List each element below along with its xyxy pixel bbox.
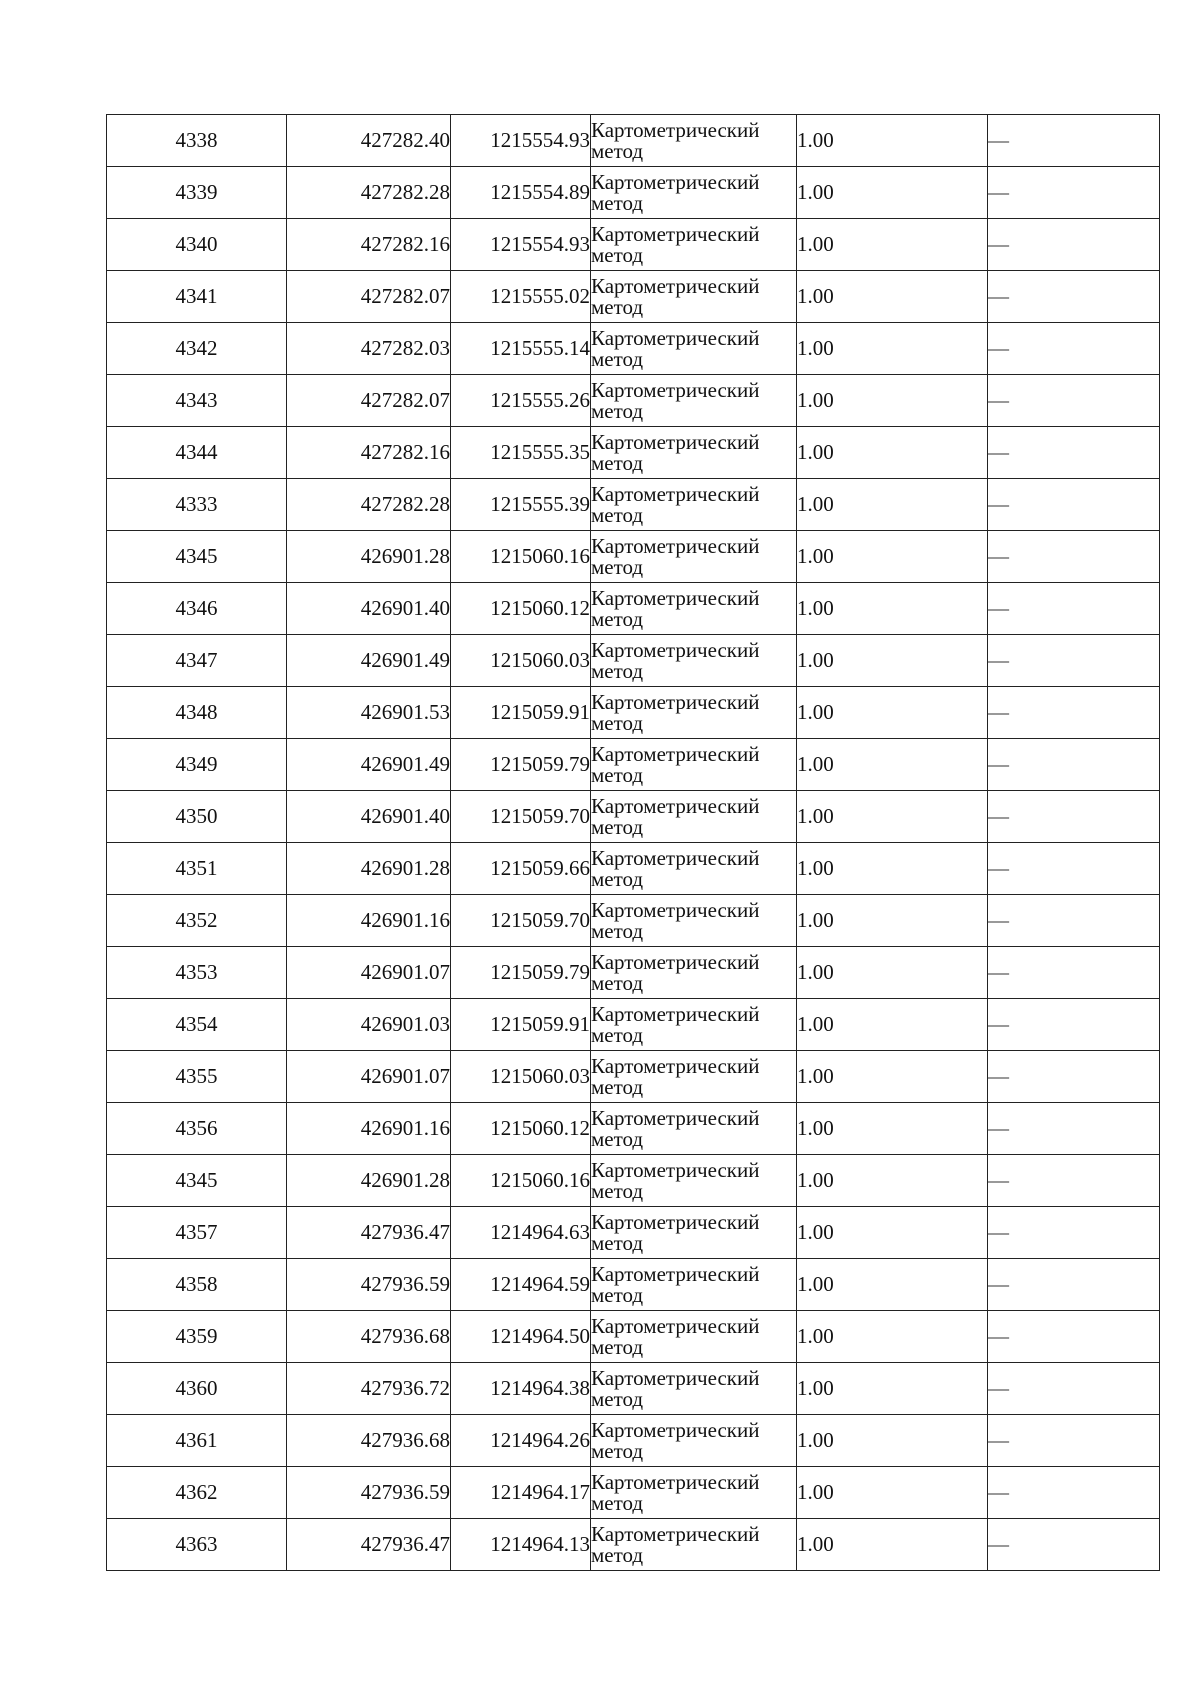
method-line-1: Картометрический	[591, 221, 760, 246]
x-coordinate-cell: 426901.53	[287, 687, 451, 739]
method-line-2: метод	[591, 294, 644, 319]
y-coordinate-cell: 1215059.91	[451, 999, 591, 1051]
method-line-2: метод	[591, 346, 644, 371]
y-coordinate-cell: 1215059.79	[451, 739, 591, 791]
x-coordinate-cell: 427282.40	[287, 115, 451, 167]
description-cell: —	[988, 739, 1160, 791]
accuracy-cell: 1.00	[797, 115, 988, 167]
method-line-1: Картометрический	[591, 169, 760, 194]
y-coordinate-cell: 1215555.39	[451, 479, 591, 531]
method-cell	[591, 791, 797, 843]
y-coordinate-cell: 1215555.14	[451, 323, 591, 375]
table-row	[107, 115, 1160, 167]
description-cell: —	[988, 531, 1160, 583]
table-row	[107, 999, 1160, 1051]
method-line-1: Картометрический	[591, 481, 760, 506]
method-line-2: метод	[591, 710, 644, 735]
x-coordinate-cell: 426901.40	[287, 583, 451, 635]
x-coordinate-cell: 426901.03	[287, 999, 451, 1051]
description-cell: —	[988, 219, 1160, 271]
x-coordinate-cell: 427282.16	[287, 427, 451, 479]
description-cell: —	[988, 635, 1160, 687]
point-number-cell: 4340	[107, 219, 287, 271]
method-line-1: Картометрический	[591, 1313, 760, 1338]
x-coordinate-cell: 427282.07	[287, 375, 451, 427]
accuracy-cell: 1.00	[797, 687, 988, 739]
y-coordinate-cell: 1215059.66	[451, 843, 591, 895]
method-line-1: Картометрический	[591, 1521, 760, 1546]
description-cell: —	[988, 1207, 1160, 1259]
method-line-1: Картометрический	[591, 533, 760, 558]
y-coordinate-cell: 1215059.70	[451, 791, 591, 843]
table-row	[107, 895, 1160, 947]
description-cell: —	[988, 1467, 1160, 1519]
y-coordinate-cell: 1214964.63	[451, 1207, 591, 1259]
x-coordinate-cell: 427936.72	[287, 1363, 451, 1415]
description-cell: —	[988, 271, 1160, 323]
method-line-1: Картометрический	[591, 1053, 760, 1078]
y-coordinate-cell: 1215060.16	[451, 1155, 591, 1207]
point-number-cell: 4358	[107, 1259, 287, 1311]
method-line-2: метод	[591, 918, 644, 943]
description-cell: —	[988, 1155, 1160, 1207]
method-line-1: Картометрический	[591, 585, 760, 610]
description-cell: —	[988, 1519, 1160, 1571]
method-cell	[591, 895, 797, 947]
y-coordinate-cell: 1214964.26	[451, 1415, 591, 1467]
accuracy-cell: 1.00	[797, 739, 988, 791]
description-cell: —	[988, 1051, 1160, 1103]
y-coordinate-cell: 1215060.12	[451, 583, 591, 635]
x-coordinate-cell: 427282.03	[287, 323, 451, 375]
accuracy-cell: 1.00	[797, 167, 988, 219]
method-line-2: метод	[591, 1490, 644, 1515]
point-number-cell: 4346	[107, 583, 287, 635]
method-line-2: метод	[591, 398, 644, 423]
point-number-cell: 4342	[107, 323, 287, 375]
method-line-2: метод	[591, 1230, 644, 1255]
accuracy-cell: 1.00	[797, 1311, 988, 1363]
description-cell: —	[988, 1103, 1160, 1155]
method-line-2: метод	[591, 866, 644, 891]
table-row	[107, 427, 1160, 479]
x-coordinate-cell: 426901.28	[287, 1155, 451, 1207]
accuracy-cell: 1.00	[797, 947, 988, 999]
x-coordinate-cell: 427282.28	[287, 167, 451, 219]
method-cell	[591, 479, 797, 531]
method-line-2: метод	[591, 190, 644, 215]
accuracy-cell: 1.00	[797, 531, 988, 583]
accuracy-cell: 1.00	[797, 895, 988, 947]
point-number-cell: 4363	[107, 1519, 287, 1571]
y-coordinate-cell: 1215554.93	[451, 219, 591, 271]
table-body	[107, 115, 1160, 1571]
accuracy-cell: 1.00	[797, 1259, 988, 1311]
description-cell: —	[988, 375, 1160, 427]
method-line-2: метод	[591, 1542, 644, 1567]
method-line-1: Картометрический	[591, 949, 760, 974]
point-number-cell: 4357	[107, 1207, 287, 1259]
accuracy-cell: 1.00	[797, 427, 988, 479]
method-line-2: метод	[591, 658, 644, 683]
coordinates-table	[106, 114, 1160, 1571]
method-line-1: Картометрический	[591, 1261, 760, 1286]
x-coordinate-cell: 427936.68	[287, 1415, 451, 1467]
y-coordinate-cell: 1215555.35	[451, 427, 591, 479]
point-number-cell: 4354	[107, 999, 287, 1051]
x-coordinate-cell: 426901.28	[287, 843, 451, 895]
table-row	[107, 843, 1160, 895]
y-coordinate-cell: 1214964.59	[451, 1259, 591, 1311]
point-number-cell: 4350	[107, 791, 287, 843]
method-line-2: метод	[591, 1386, 644, 1411]
description-cell: —	[988, 843, 1160, 895]
description-cell: —	[988, 479, 1160, 531]
accuracy-cell: 1.00	[797, 843, 988, 895]
description-cell: —	[988, 167, 1160, 219]
x-coordinate-cell: 427936.59	[287, 1467, 451, 1519]
method-cell	[591, 115, 797, 167]
method-cell	[591, 427, 797, 479]
method-line-2: метод	[591, 1178, 644, 1203]
accuracy-cell: 1.00	[797, 479, 988, 531]
y-coordinate-cell: 1215060.03	[451, 635, 591, 687]
method-cell	[591, 947, 797, 999]
x-coordinate-cell: 427936.59	[287, 1259, 451, 1311]
table-row	[107, 739, 1160, 791]
y-coordinate-cell: 1215554.93	[451, 115, 591, 167]
point-number-cell: 4347	[107, 635, 287, 687]
accuracy-cell: 1.00	[797, 323, 988, 375]
description-cell: —	[988, 115, 1160, 167]
method-cell	[591, 687, 797, 739]
point-number-cell: 4343	[107, 375, 287, 427]
point-number-cell: 4344	[107, 427, 287, 479]
x-coordinate-cell: 426901.07	[287, 947, 451, 999]
description-cell: —	[988, 1363, 1160, 1415]
table-row	[107, 1467, 1160, 1519]
x-coordinate-cell: 427936.47	[287, 1207, 451, 1259]
method-line-2: метод	[591, 1126, 644, 1151]
y-coordinate-cell: 1214964.50	[451, 1311, 591, 1363]
method-line-1: Картометрический	[591, 637, 760, 662]
method-line-2: метод	[591, 242, 644, 267]
method-cell	[591, 1519, 797, 1571]
y-coordinate-cell: 1215555.02	[451, 271, 591, 323]
x-coordinate-cell: 426901.16	[287, 1103, 451, 1155]
method-line-2: метод	[591, 138, 644, 163]
accuracy-cell: 1.00	[797, 1363, 988, 1415]
point-number-cell: 4360	[107, 1363, 287, 1415]
x-coordinate-cell: 427936.68	[287, 1311, 451, 1363]
y-coordinate-cell: 1215060.12	[451, 1103, 591, 1155]
description-cell: —	[988, 687, 1160, 739]
description-cell: —	[988, 1311, 1160, 1363]
x-coordinate-cell: 426901.49	[287, 635, 451, 687]
description-cell: —	[988, 1415, 1160, 1467]
accuracy-cell: 1.00	[797, 583, 988, 635]
y-coordinate-cell: 1215555.26	[451, 375, 591, 427]
accuracy-cell: 1.00	[797, 1051, 988, 1103]
description-cell: —	[988, 583, 1160, 635]
table-row	[107, 1155, 1160, 1207]
method-line-2: метод	[591, 1438, 644, 1463]
method-cell	[591, 1051, 797, 1103]
description-cell: —	[988, 323, 1160, 375]
table-row	[107, 1103, 1160, 1155]
x-coordinate-cell: 427282.07	[287, 271, 451, 323]
method-line-1: Картометрический	[591, 741, 760, 766]
point-number-cell: 4345	[107, 1155, 287, 1207]
method-line-1: Картометрический	[591, 793, 760, 818]
accuracy-cell: 1.00	[797, 791, 988, 843]
table-row	[107, 479, 1160, 531]
table-row	[107, 323, 1160, 375]
method-line-1: Картометрический	[591, 1469, 760, 1494]
accuracy-cell: 1.00	[797, 1519, 988, 1571]
table-row	[107, 1207, 1160, 1259]
table-row	[107, 1051, 1160, 1103]
method-line-2: метод	[591, 606, 644, 631]
table-row	[107, 167, 1160, 219]
method-line-1: Картометрический	[591, 377, 760, 402]
table-row	[107, 687, 1160, 739]
accuracy-cell: 1.00	[797, 1415, 988, 1467]
method-line-2: метод	[591, 554, 644, 579]
y-coordinate-cell: 1214964.17	[451, 1467, 591, 1519]
point-number-cell: 4339	[107, 167, 287, 219]
method-cell	[591, 375, 797, 427]
accuracy-cell: 1.00	[797, 219, 988, 271]
method-line-1: Картометрический	[591, 689, 760, 714]
method-cell	[591, 531, 797, 583]
description-cell: —	[988, 427, 1160, 479]
method-cell	[591, 1103, 797, 1155]
table-row	[107, 947, 1160, 999]
accuracy-cell: 1.00	[797, 271, 988, 323]
table-row	[107, 271, 1160, 323]
method-line-1: Картометрический	[591, 1365, 760, 1390]
point-number-cell: 4349	[107, 739, 287, 791]
point-number-cell: 4355	[107, 1051, 287, 1103]
table-row	[107, 791, 1160, 843]
method-cell	[591, 583, 797, 635]
x-coordinate-cell: 426901.49	[287, 739, 451, 791]
method-line-1: Картометрический	[591, 845, 760, 870]
point-number-cell: 4361	[107, 1415, 287, 1467]
table-row	[107, 583, 1160, 635]
point-number-cell: 4333	[107, 479, 287, 531]
table-row	[107, 1259, 1160, 1311]
accuracy-cell: 1.00	[797, 375, 988, 427]
method-cell	[591, 271, 797, 323]
method-line-2: метод	[591, 1282, 644, 1307]
x-coordinate-cell: 426901.07	[287, 1051, 451, 1103]
method-cell	[591, 1311, 797, 1363]
method-line-1: Картометрический	[591, 897, 760, 922]
method-line-1: Картометрический	[591, 429, 760, 454]
method-line-1: Картометрический	[591, 1001, 760, 1026]
method-cell	[591, 1363, 797, 1415]
method-line-2: метод	[591, 1074, 644, 1099]
accuracy-cell: 1.00	[797, 1467, 988, 1519]
method-cell	[591, 739, 797, 791]
x-coordinate-cell: 426901.16	[287, 895, 451, 947]
description-cell: —	[988, 999, 1160, 1051]
method-cell	[591, 1259, 797, 1311]
table-row	[107, 375, 1160, 427]
y-coordinate-cell: 1215060.03	[451, 1051, 591, 1103]
table-row	[107, 1415, 1160, 1467]
method-line-1: Картометрический	[591, 1157, 760, 1182]
description-cell: —	[988, 895, 1160, 947]
accuracy-cell: 1.00	[797, 635, 988, 687]
method-cell	[591, 1155, 797, 1207]
x-coordinate-cell: 426901.28	[287, 531, 451, 583]
method-line-1: Картометрический	[591, 1417, 760, 1442]
method-line-1: Картометрический	[591, 1105, 760, 1130]
point-number-cell: 4359	[107, 1311, 287, 1363]
description-cell: —	[988, 1259, 1160, 1311]
point-number-cell: 4352	[107, 895, 287, 947]
method-line-1: Картометрический	[591, 325, 760, 350]
method-line-2: метод	[591, 762, 644, 787]
y-coordinate-cell: 1215059.79	[451, 947, 591, 999]
y-coordinate-cell: 1214964.38	[451, 1363, 591, 1415]
point-number-cell: 4362	[107, 1467, 287, 1519]
point-number-cell: 4351	[107, 843, 287, 895]
y-coordinate-cell: 1214964.13	[451, 1519, 591, 1571]
point-number-cell: 4345	[107, 531, 287, 583]
method-cell	[591, 635, 797, 687]
y-coordinate-cell: 1215554.89	[451, 167, 591, 219]
point-number-cell: 4353	[107, 947, 287, 999]
method-line-1: Картометрический	[591, 117, 760, 142]
method-line-1: Картометрический	[591, 1209, 760, 1234]
accuracy-cell: 1.00	[797, 1155, 988, 1207]
description-cell: —	[988, 947, 1160, 999]
point-number-cell: 4348	[107, 687, 287, 739]
accuracy-cell: 1.00	[797, 1103, 988, 1155]
point-number-cell: 4356	[107, 1103, 287, 1155]
description-cell: —	[988, 791, 1160, 843]
table-row	[107, 635, 1160, 687]
method-line-2: метод	[591, 814, 644, 839]
accuracy-cell: 1.00	[797, 999, 988, 1051]
table-row	[107, 531, 1160, 583]
accuracy-cell: 1.00	[797, 1207, 988, 1259]
point-number-cell: 4338	[107, 115, 287, 167]
y-coordinate-cell: 1215059.70	[451, 895, 591, 947]
method-line-2: метод	[591, 502, 644, 527]
method-line-2: метод	[591, 1334, 644, 1359]
method-cell	[591, 1467, 797, 1519]
method-cell	[591, 219, 797, 271]
method-line-2: метод	[591, 450, 644, 475]
x-coordinate-cell: 427282.28	[287, 479, 451, 531]
table-row	[107, 219, 1160, 271]
method-line-1: Картометрический	[591, 273, 760, 298]
table-row	[107, 1519, 1160, 1571]
method-cell	[591, 843, 797, 895]
point-number-cell: 4341	[107, 271, 287, 323]
method-cell	[591, 167, 797, 219]
x-coordinate-cell: 426901.40	[287, 791, 451, 843]
table-row	[107, 1363, 1160, 1415]
y-coordinate-cell: 1215060.16	[451, 531, 591, 583]
x-coordinate-cell: 427282.16	[287, 219, 451, 271]
method-cell	[591, 323, 797, 375]
method-line-2: метод	[591, 970, 644, 995]
method-cell	[591, 999, 797, 1051]
y-coordinate-cell: 1215059.91	[451, 687, 591, 739]
method-line-2: метод	[591, 1022, 644, 1047]
table-row	[107, 1311, 1160, 1363]
method-cell	[591, 1415, 797, 1467]
x-coordinate-cell: 427936.47	[287, 1519, 451, 1571]
method-cell	[591, 1207, 797, 1259]
